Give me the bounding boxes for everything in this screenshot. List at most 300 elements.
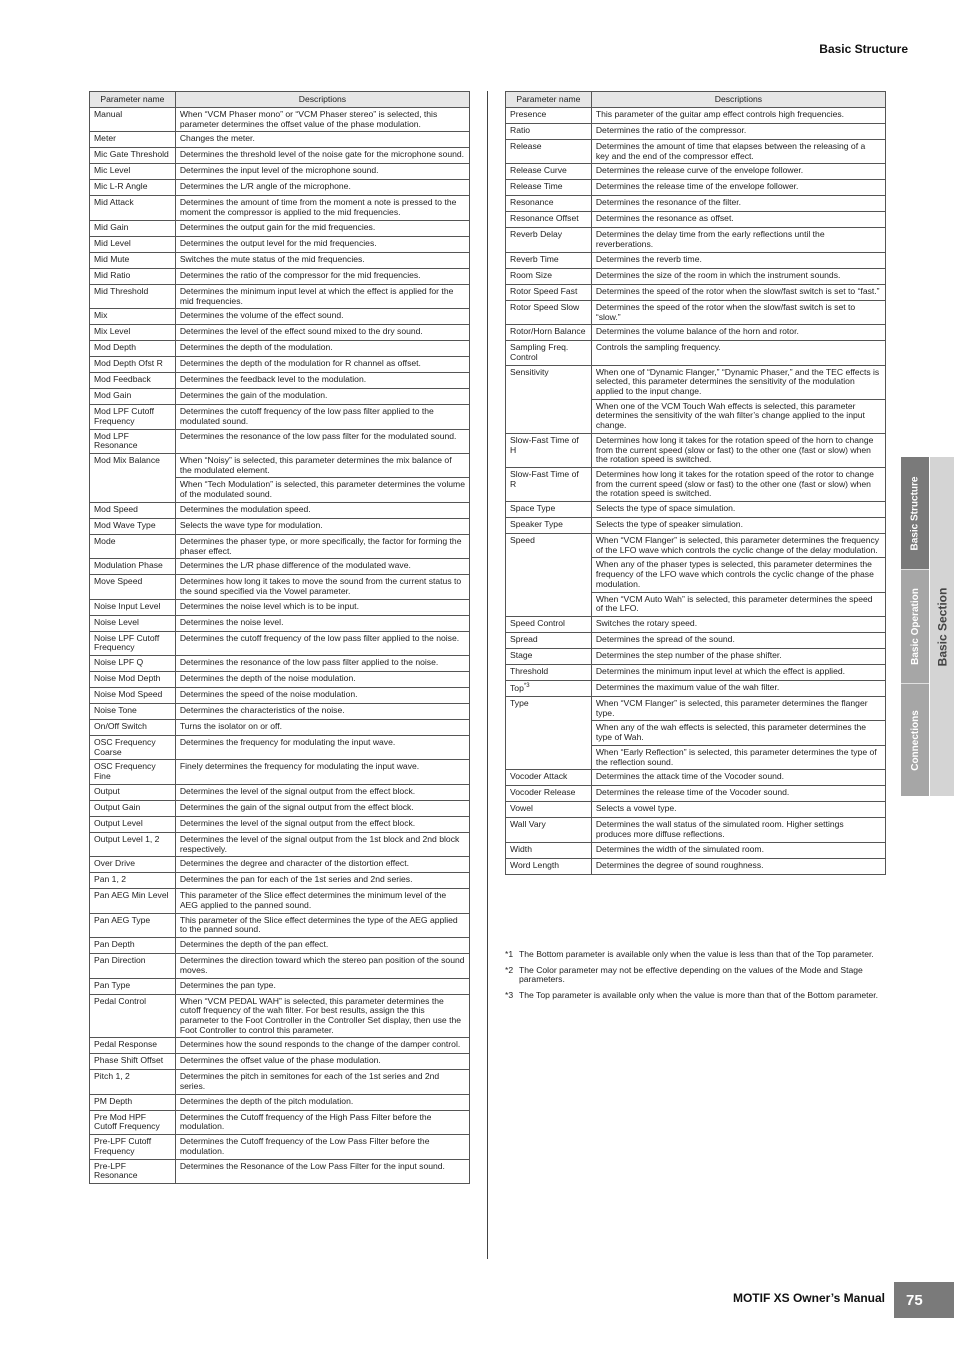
parameter-name: Mod Wave Type bbox=[94, 519, 156, 530]
parameter-name-cell bbox=[90, 913, 176, 937]
parameter-name-cell bbox=[506, 164, 592, 180]
chapter-tabs bbox=[901, 457, 929, 796]
parameter-name-cell bbox=[90, 938, 176, 954]
parameter-name: Pre Mod HPF Cutoff Frequency bbox=[94, 1111, 160, 1132]
parameter-name: Resonance bbox=[510, 197, 554, 208]
parameter-name: Mid Ratio bbox=[94, 269, 131, 280]
parameter-name: Over Drive bbox=[94, 858, 136, 869]
parameter-name: Output Level 1, 2 bbox=[94, 833, 160, 844]
table-row bbox=[90, 325, 470, 341]
description-cell: Determines the offset value of the phase modulation. bbox=[175, 1054, 469, 1070]
table-row bbox=[90, 357, 470, 373]
parameter-name: Mod Gain bbox=[94, 390, 132, 401]
parameter-name-cell bbox=[90, 389, 176, 405]
parameter-name: Rotor Speed Slow bbox=[510, 301, 580, 312]
parameter-name-cell bbox=[506, 252, 592, 268]
parameter-name-cell bbox=[90, 284, 176, 308]
column-header-parameter-name: Parameter name bbox=[506, 92, 592, 108]
parameter-name-cell bbox=[506, 502, 592, 518]
table-row bbox=[90, 220, 470, 236]
tab-label: Basic Structure bbox=[909, 476, 921, 550]
parameter-name: Vowel bbox=[510, 803, 533, 814]
table-row bbox=[90, 1054, 470, 1070]
parameter-name: Mic Gate Threshold bbox=[94, 149, 169, 160]
footnote bbox=[505, 966, 887, 985]
parameter-name: Mid Gain bbox=[94, 221, 129, 232]
parameter-name-cell bbox=[90, 268, 176, 284]
parameter-name-cell bbox=[90, 148, 176, 164]
footer-title: MOTIF XS Owner’s Manual bbox=[732, 1291, 885, 1305]
description-cell: Determines the noise level which is to be input. bbox=[175, 599, 469, 615]
table-row bbox=[90, 429, 470, 453]
description-cell: Determines the minimum input level at which the effect is applied. bbox=[591, 664, 885, 680]
footnote-reference: *3 bbox=[523, 682, 530, 689]
parameter-name: Pedal Response bbox=[94, 1039, 158, 1050]
description-cell: When one of “Dynamic Flanger,” “Dynamic Phaser,” and the TEC effects is selected, this parameter determines the sensitivity of the modulation applied to the input change. bbox=[591, 365, 885, 399]
parameter-name: Sampling Freq. Control bbox=[510, 342, 569, 362]
parameter-name-cell bbox=[90, 994, 176, 1038]
description-cell: Determines how long it takes for the rotation speed of the horn to change from the current speed (slow or fast) to the other one (fast or slow) when the rotation speed is switched. bbox=[591, 433, 885, 467]
table-row bbox=[90, 252, 470, 268]
table-row bbox=[90, 1038, 470, 1054]
table-row bbox=[506, 108, 886, 124]
description-cell: Determines the reverb time. bbox=[591, 252, 885, 268]
parameter-name: Modulation Phase bbox=[94, 560, 163, 571]
footnote-mark: *3 bbox=[505, 989, 514, 1000]
footnote-text: The Top parameter is available only when the value is more than that of the Bottom parameter. bbox=[519, 989, 879, 1000]
parameter-name: Sensitivity bbox=[510, 366, 549, 377]
parameter-name: Slow-Fast Time of R bbox=[510, 468, 579, 489]
parameter-name-cell bbox=[90, 108, 176, 132]
parameter-name-cell bbox=[90, 534, 176, 558]
table-row bbox=[90, 978, 470, 994]
header-title: Basic Structure bbox=[819, 42, 908, 56]
column-header-descriptions: Descriptions bbox=[591, 92, 885, 108]
footnote-text: The Color parameter may not be effective depending on the values of the Mode and Stage parameters. bbox=[519, 964, 863, 985]
description-cell: Determines the amount of time from the moment a note is pressed to the moment the compressor is applied to the mid frequencies. bbox=[175, 196, 469, 220]
description-cell: Selects the type of speaker simulation. bbox=[591, 518, 885, 534]
parameter-name: Mode bbox=[94, 535, 116, 546]
table-row bbox=[90, 994, 470, 1038]
parameter-name: Reverb Time bbox=[510, 253, 559, 264]
parameter-name-cell bbox=[506, 842, 592, 858]
description-cell: Determines the feedback level to the modulation. bbox=[175, 373, 469, 389]
description-cell: When “Tech Modulation” is selected, this parameter determines the volume of the modulated sound. bbox=[175, 478, 469, 502]
table-row bbox=[90, 720, 470, 736]
parameter-name: OSC Frequency Coarse bbox=[94, 737, 156, 757]
table-row bbox=[90, 784, 470, 800]
table-row bbox=[506, 632, 886, 648]
parameter-name: Pan AEG Type bbox=[94, 914, 151, 925]
table-row bbox=[90, 108, 470, 132]
parameter-name-cell bbox=[90, 429, 176, 453]
parameter-name: Vocoder Attack bbox=[510, 771, 568, 782]
parameter-name: Release Curve bbox=[510, 165, 567, 176]
table-row bbox=[506, 648, 886, 664]
table-row bbox=[506, 502, 886, 518]
description-cell: Determines the pitch in semitones for each of the 1st series and 2nd series. bbox=[175, 1070, 469, 1094]
description-cell: Controls the sampling frequency. bbox=[591, 341, 885, 365]
parameter-name-cell bbox=[506, 680, 592, 696]
parameter-name: Mod Mix Balance bbox=[94, 455, 160, 466]
parameter-name: Mic Level bbox=[94, 165, 131, 176]
parameter-name: Width bbox=[510, 843, 532, 854]
description-cell: Determines the characteristics of the noise. bbox=[175, 704, 469, 720]
parameter-name-cell bbox=[506, 648, 592, 664]
parameter-name-cell bbox=[90, 357, 176, 373]
description-cell: Determines the depth of the modulation. bbox=[175, 341, 469, 357]
parameter-name-cell bbox=[90, 857, 176, 873]
description-cell: When “VCM Flanger” is selected, this parameter determines the frequency of the LFO wave which controls the cyclic change of the delay modulation. bbox=[591, 534, 885, 558]
table-row bbox=[506, 196, 886, 212]
table-row bbox=[90, 631, 470, 655]
description-cell: When “VCM Auto Wah” is selected, this parameter determines the speed of the LFO. bbox=[591, 592, 885, 616]
parameter-name-cell bbox=[90, 889, 176, 913]
table-row bbox=[506, 300, 886, 324]
parameter-name: OSC Frequency Fine bbox=[94, 761, 156, 782]
table-row bbox=[90, 534, 470, 558]
parameter-name-cell bbox=[90, 220, 176, 236]
description-cell: Determines the Cutoff frequency of the High Pass Filter before the modulation. bbox=[175, 1110, 469, 1134]
table-row bbox=[90, 405, 470, 429]
parameter-name: On/Off Switch bbox=[94, 721, 147, 732]
parameter-name: Noise Mod Speed bbox=[94, 689, 163, 700]
tab-label: Basic Operation bbox=[909, 588, 921, 665]
parameter-name: Word Length bbox=[510, 859, 560, 870]
description-cell: When “VCM Phaser mono” or “VCM Phaser stereo” is selected, this parameter determines the offset value of the phase modulation. bbox=[175, 108, 469, 132]
parameter-name: Pre-LPF Resonance bbox=[94, 1160, 138, 1181]
footnote bbox=[505, 950, 887, 960]
tab-basic-structure[interactable] bbox=[901, 457, 929, 570]
parameter-name: Mid Threshold bbox=[94, 285, 149, 296]
parameter-name: Rotor Speed Fast bbox=[510, 285, 578, 296]
description-cell: Determines the pan for each of the 1st series and 2nd series. bbox=[175, 873, 469, 889]
description-cell: Determines the depth of the pitch modulation. bbox=[175, 1094, 469, 1110]
parameter-name-cell bbox=[506, 300, 592, 324]
parameter-name: Rotor/Horn Balance bbox=[510, 326, 586, 337]
parameter-name: Noise LPF Q bbox=[94, 657, 144, 668]
parameter-name: Pedal Control bbox=[94, 995, 147, 1006]
parameter-name: Noise Level bbox=[94, 616, 139, 627]
table-row bbox=[90, 832, 470, 856]
parameter-name: Pan 1, 2 bbox=[94, 874, 127, 885]
parameter-name: Spread bbox=[510, 633, 538, 644]
description-cell: Determines the delay time from the early reflections until the reverberations. bbox=[591, 228, 885, 252]
description-cell: Determines the depth of the noise modulation. bbox=[175, 672, 469, 688]
tab-basic-operation[interactable] bbox=[901, 570, 929, 684]
table-row bbox=[506, 212, 886, 228]
parameter-name: Release bbox=[510, 141, 542, 151]
description-cell: Determines the speed of the noise modulation. bbox=[175, 688, 469, 704]
table-row bbox=[506, 664, 886, 680]
parameter-name-cell bbox=[90, 405, 176, 429]
description-cell: Determines the modulation speed. bbox=[175, 502, 469, 518]
parameter-name-cell bbox=[506, 124, 592, 140]
table-row bbox=[90, 309, 470, 325]
table-row bbox=[90, 1110, 470, 1134]
parameter-name-cell bbox=[506, 664, 592, 680]
description-cell: Determines the attack time of the Vocoder sound. bbox=[591, 770, 885, 786]
parameter-name: Stage bbox=[510, 649, 533, 660]
parameter-name: Pre-LPF Cutoff Frequency bbox=[94, 1136, 152, 1156]
description-cell: Determines how long it takes to move the sound from the current status to the sound specified via the Vowel parameter. bbox=[175, 575, 469, 599]
description-cell: Determines the degree of sound roughness. bbox=[591, 858, 885, 874]
parameter-name-cell bbox=[90, 1110, 176, 1134]
parameter-name-cell bbox=[506, 108, 592, 124]
table-row bbox=[90, 938, 470, 954]
table-row bbox=[90, 559, 470, 575]
table-row bbox=[90, 164, 470, 180]
description-cell: Determines the direction toward which the stereo pan position of the sound moves. bbox=[175, 954, 469, 978]
parameter-name: Top bbox=[510, 682, 524, 693]
table-row bbox=[90, 688, 470, 704]
description-cell: Determines the maximum value of the wah filter. bbox=[591, 680, 885, 696]
table-row bbox=[90, 913, 470, 937]
table-row bbox=[506, 252, 886, 268]
parameter-name-cell bbox=[90, 236, 176, 252]
description-cell: Determines the cutoff frequency of the low pass filter applied to the modulated sound. bbox=[175, 405, 469, 429]
description-cell: Determines the Resonance of the Low Pass Filter for the input sound. bbox=[175, 1159, 469, 1183]
table-row bbox=[90, 760, 470, 784]
table-row bbox=[90, 502, 470, 518]
description-cell: Determines the amount of time that elapses between the releasing of a key and the end of the compressor effect. bbox=[591, 140, 885, 164]
parameter-name: PM Depth bbox=[94, 1095, 133, 1106]
table-row bbox=[90, 873, 470, 889]
parameter-name-cell bbox=[506, 786, 592, 802]
table-row bbox=[90, 1135, 470, 1159]
description-cell: Determines the resonance as offset. bbox=[591, 212, 885, 228]
description-cell: Determines the level of the signal output from the 1st block and 2nd block respectively. bbox=[175, 832, 469, 856]
table-row bbox=[506, 802, 886, 818]
table-row bbox=[90, 389, 470, 405]
tab-label: Connections bbox=[909, 709, 921, 771]
parameter-name-cell bbox=[506, 212, 592, 228]
parameter-name: Mod Depth Ofst R bbox=[94, 358, 163, 369]
parameter-name-cell bbox=[506, 858, 592, 874]
description-cell: Determines the cutoff frequency of the low pass filter applied to the noise. bbox=[175, 631, 469, 655]
table-row bbox=[90, 816, 470, 832]
parameter-name-cell bbox=[90, 599, 176, 615]
parameter-table-left bbox=[89, 91, 470, 1184]
parameter-name: Pitch 1, 2 bbox=[94, 1071, 130, 1082]
parameter-name-cell bbox=[90, 1054, 176, 1070]
parameter-name: Speaker Type bbox=[510, 519, 563, 530]
parameter-name-cell bbox=[90, 1094, 176, 1110]
parameter-name: Release Time bbox=[510, 181, 563, 192]
description-cell: Determines the width of the simulated room. bbox=[591, 842, 885, 858]
parameter-name: Noise Tone bbox=[94, 705, 137, 716]
table-row bbox=[506, 284, 886, 300]
table-row bbox=[506, 140, 886, 164]
description-cell: Changes the meter. bbox=[175, 132, 469, 148]
parameter-name-cell bbox=[90, 1135, 176, 1159]
parameter-name: Reverb Delay bbox=[510, 229, 563, 240]
parameter-name-cell bbox=[90, 518, 176, 534]
table-row bbox=[506, 858, 886, 874]
parameter-name: Resonance Offset bbox=[510, 213, 579, 224]
parameter-name-cell bbox=[90, 800, 176, 816]
parameter-name-cell bbox=[90, 720, 176, 736]
description-cell: When “Noisy” is selected, this parameter determines the mix balance of the modulated element. bbox=[175, 454, 469, 478]
footnote bbox=[505, 991, 887, 1001]
table-row bbox=[506, 842, 886, 858]
footnote-text: The Bottom parameter is available only when the value is less than that of the Top parameter. bbox=[519, 949, 874, 959]
parameter-name: Output Level bbox=[94, 817, 143, 828]
description-cell: Determines the spread of the sound. bbox=[591, 632, 885, 648]
parameter-table-right bbox=[505, 91, 886, 875]
table-row bbox=[506, 467, 886, 501]
description-cell: Determines the output level for the mid frequencies. bbox=[175, 236, 469, 252]
parameter-name-cell bbox=[90, 672, 176, 688]
description-cell: Selects the type of space simulation. bbox=[591, 502, 885, 518]
parameter-name-cell bbox=[506, 140, 592, 164]
parameter-name-cell bbox=[90, 325, 176, 341]
table-row bbox=[90, 954, 470, 978]
parameter-name: Ratio bbox=[510, 125, 531, 135]
parameter-name: Mix Level bbox=[94, 326, 131, 337]
table-row bbox=[506, 518, 886, 534]
parameter-name-cell bbox=[506, 696, 592, 769]
description-cell: This parameter of the guitar amp effect controls high frequencies. bbox=[591, 108, 885, 124]
parameter-name-cell bbox=[90, 373, 176, 389]
parameter-name-cell bbox=[506, 196, 592, 212]
parameter-name: Speed Control bbox=[510, 617, 565, 628]
parameter-name-cell bbox=[90, 704, 176, 720]
table-row bbox=[506, 228, 886, 252]
description-cell: Determines the release time of the envelope follower. bbox=[591, 180, 885, 196]
description-cell: Determines the threshold level of the noise gate for the microphone sound. bbox=[175, 148, 469, 164]
parameter-name: Presence bbox=[510, 109, 547, 119]
table-row bbox=[90, 656, 470, 672]
table-row bbox=[90, 518, 470, 534]
description-cell: Determines the depth of the modulation for R channel as offset. bbox=[175, 357, 469, 373]
description-cell: Determines the size of the room in which the instrument sounds. bbox=[591, 268, 885, 284]
parameter-name-cell bbox=[506, 467, 592, 501]
table-row bbox=[90, 196, 470, 220]
parameter-name-cell bbox=[90, 656, 176, 672]
table-row bbox=[90, 1070, 470, 1094]
parameter-name-cell bbox=[506, 180, 592, 196]
description-cell: Determines the speed of the rotor when the slow/fast switch is set to “fast.” bbox=[591, 284, 885, 300]
description-cell: Determines the frequency for modulating the input wave. bbox=[175, 736, 469, 760]
description-cell: Turns the isolator on or off. bbox=[175, 720, 469, 736]
table-row bbox=[90, 599, 470, 615]
table-row bbox=[506, 534, 886, 558]
parameter-name: Speed bbox=[510, 535, 535, 546]
parameter-name-cell bbox=[506, 325, 592, 341]
column-header-parameter-name: Parameter name bbox=[90, 92, 176, 108]
description-cell: Determines how long it takes for the rotation speed of the rotor to change from the current speed (slow or fast) to the other one (fast or slow) when the rotation speed is switched. bbox=[591, 467, 885, 501]
parameter-name: Move Speed bbox=[94, 576, 143, 587]
table-row bbox=[90, 575, 470, 599]
parameter-name-cell bbox=[90, 1159, 176, 1183]
table-row bbox=[506, 325, 886, 341]
description-cell: Determines the output gain for the mid frequencies. bbox=[175, 220, 469, 236]
table-row bbox=[90, 148, 470, 164]
table-row bbox=[90, 132, 470, 148]
table-row bbox=[90, 236, 470, 252]
table-row bbox=[90, 704, 470, 720]
description-cell: This parameter of the Slice effect determines the minimum level of the AEG applied to the panned sound. bbox=[175, 889, 469, 913]
description-cell: Determines the wall status of the simulated room. Higher settings produces more diffuse reflections. bbox=[591, 818, 885, 842]
table-row bbox=[506, 124, 886, 140]
parameter-name-cell bbox=[506, 268, 592, 284]
parameter-name: Mod Speed bbox=[94, 503, 138, 514]
table-row bbox=[90, 857, 470, 873]
parameter-name-cell bbox=[90, 978, 176, 994]
description-cell: When any of the wah effects is selected, this parameter determines the type of Wah. bbox=[591, 721, 885, 745]
table-row bbox=[506, 365, 886, 399]
parameter-name-cell bbox=[90, 736, 176, 760]
description-cell: Switches the rotary speed. bbox=[591, 616, 885, 632]
description-cell: Determines the L/R angle of the microphone. bbox=[175, 180, 469, 196]
parameter-name: Space Type bbox=[510, 503, 556, 514]
parameter-name: Mod LPF Resonance bbox=[94, 430, 138, 451]
parameter-name: Phase Shift Offset bbox=[94, 1055, 164, 1066]
parameter-name-cell bbox=[506, 365, 592, 433]
description-cell: Determines the level of the signal output from the effect block. bbox=[175, 784, 469, 800]
section-tab[interactable] bbox=[930, 457, 954, 796]
parameter-name: Noise LPF Cutoff Frequency bbox=[94, 632, 160, 653]
tab-connections[interactable] bbox=[901, 684, 929, 796]
parameter-name: Vocoder Release bbox=[510, 787, 576, 798]
description-cell: Determines the release curve of the envelope follower. bbox=[591, 164, 885, 180]
description-cell: Selects the wave type for modulation. bbox=[175, 518, 469, 534]
parameter-name-cell bbox=[506, 284, 592, 300]
description-cell: Determines the resonance of the filter. bbox=[591, 196, 885, 212]
description-cell: Determines the release time of the Vocoder sound. bbox=[591, 786, 885, 802]
description-cell: Determines the level of the effect sound mixed to the dry sound. bbox=[175, 325, 469, 341]
description-cell: Determines the resonance of the low pass filter for the modulated sound. bbox=[175, 429, 469, 453]
table-row bbox=[506, 770, 886, 786]
parameter-name-cell bbox=[90, 309, 176, 325]
page-number: 75 bbox=[894, 1282, 954, 1318]
description-cell: This parameter of the Slice effect determines the type of the AEG applied to the panned sound. bbox=[175, 913, 469, 937]
table-row bbox=[90, 615, 470, 631]
table-row bbox=[90, 268, 470, 284]
parameter-name-cell bbox=[506, 534, 592, 617]
parameter-name: Type bbox=[510, 697, 529, 708]
parameter-name-cell bbox=[90, 164, 176, 180]
parameter-name-cell bbox=[506, 818, 592, 842]
parameter-name: Room Size bbox=[510, 269, 553, 280]
parameter-name: Noise Input Level bbox=[94, 600, 161, 611]
table-row bbox=[506, 433, 886, 467]
parameter-name-cell bbox=[506, 433, 592, 467]
description-cell: Determines the level of the signal output from the effect block. bbox=[175, 816, 469, 832]
description-cell: Determines the ratio of the compressor. bbox=[591, 124, 885, 140]
parameter-name-cell bbox=[90, 832, 176, 856]
description-cell: Determines the gain of the signal output from the effect block. bbox=[175, 800, 469, 816]
parameter-name: Meter bbox=[94, 133, 116, 144]
description-cell: Determines the L/R phase difference of the modulated wave. bbox=[175, 559, 469, 575]
parameter-name-cell bbox=[506, 632, 592, 648]
table-row bbox=[90, 1094, 470, 1110]
description-cell: Determines the pan type. bbox=[175, 978, 469, 994]
description-cell: Determines the gain of the modulation. bbox=[175, 389, 469, 405]
description-cell: Determines the Cutoff frequency of the Low Pass Filter before the modulation. bbox=[175, 1135, 469, 1159]
table-row bbox=[90, 672, 470, 688]
parameter-name-cell bbox=[90, 502, 176, 518]
parameter-name: Slow-Fast Time of H bbox=[510, 434, 579, 455]
footnotes bbox=[505, 950, 887, 1007]
parameter-name-cell bbox=[90, 816, 176, 832]
table-row bbox=[506, 341, 886, 365]
parameter-name-cell bbox=[90, 873, 176, 889]
description-cell: Determines the volume balance of the horn and rotor. bbox=[591, 325, 885, 341]
description-cell: Determines the degree and character of the distortion effect. bbox=[175, 857, 469, 873]
parameter-name: Mod Depth bbox=[94, 342, 137, 353]
